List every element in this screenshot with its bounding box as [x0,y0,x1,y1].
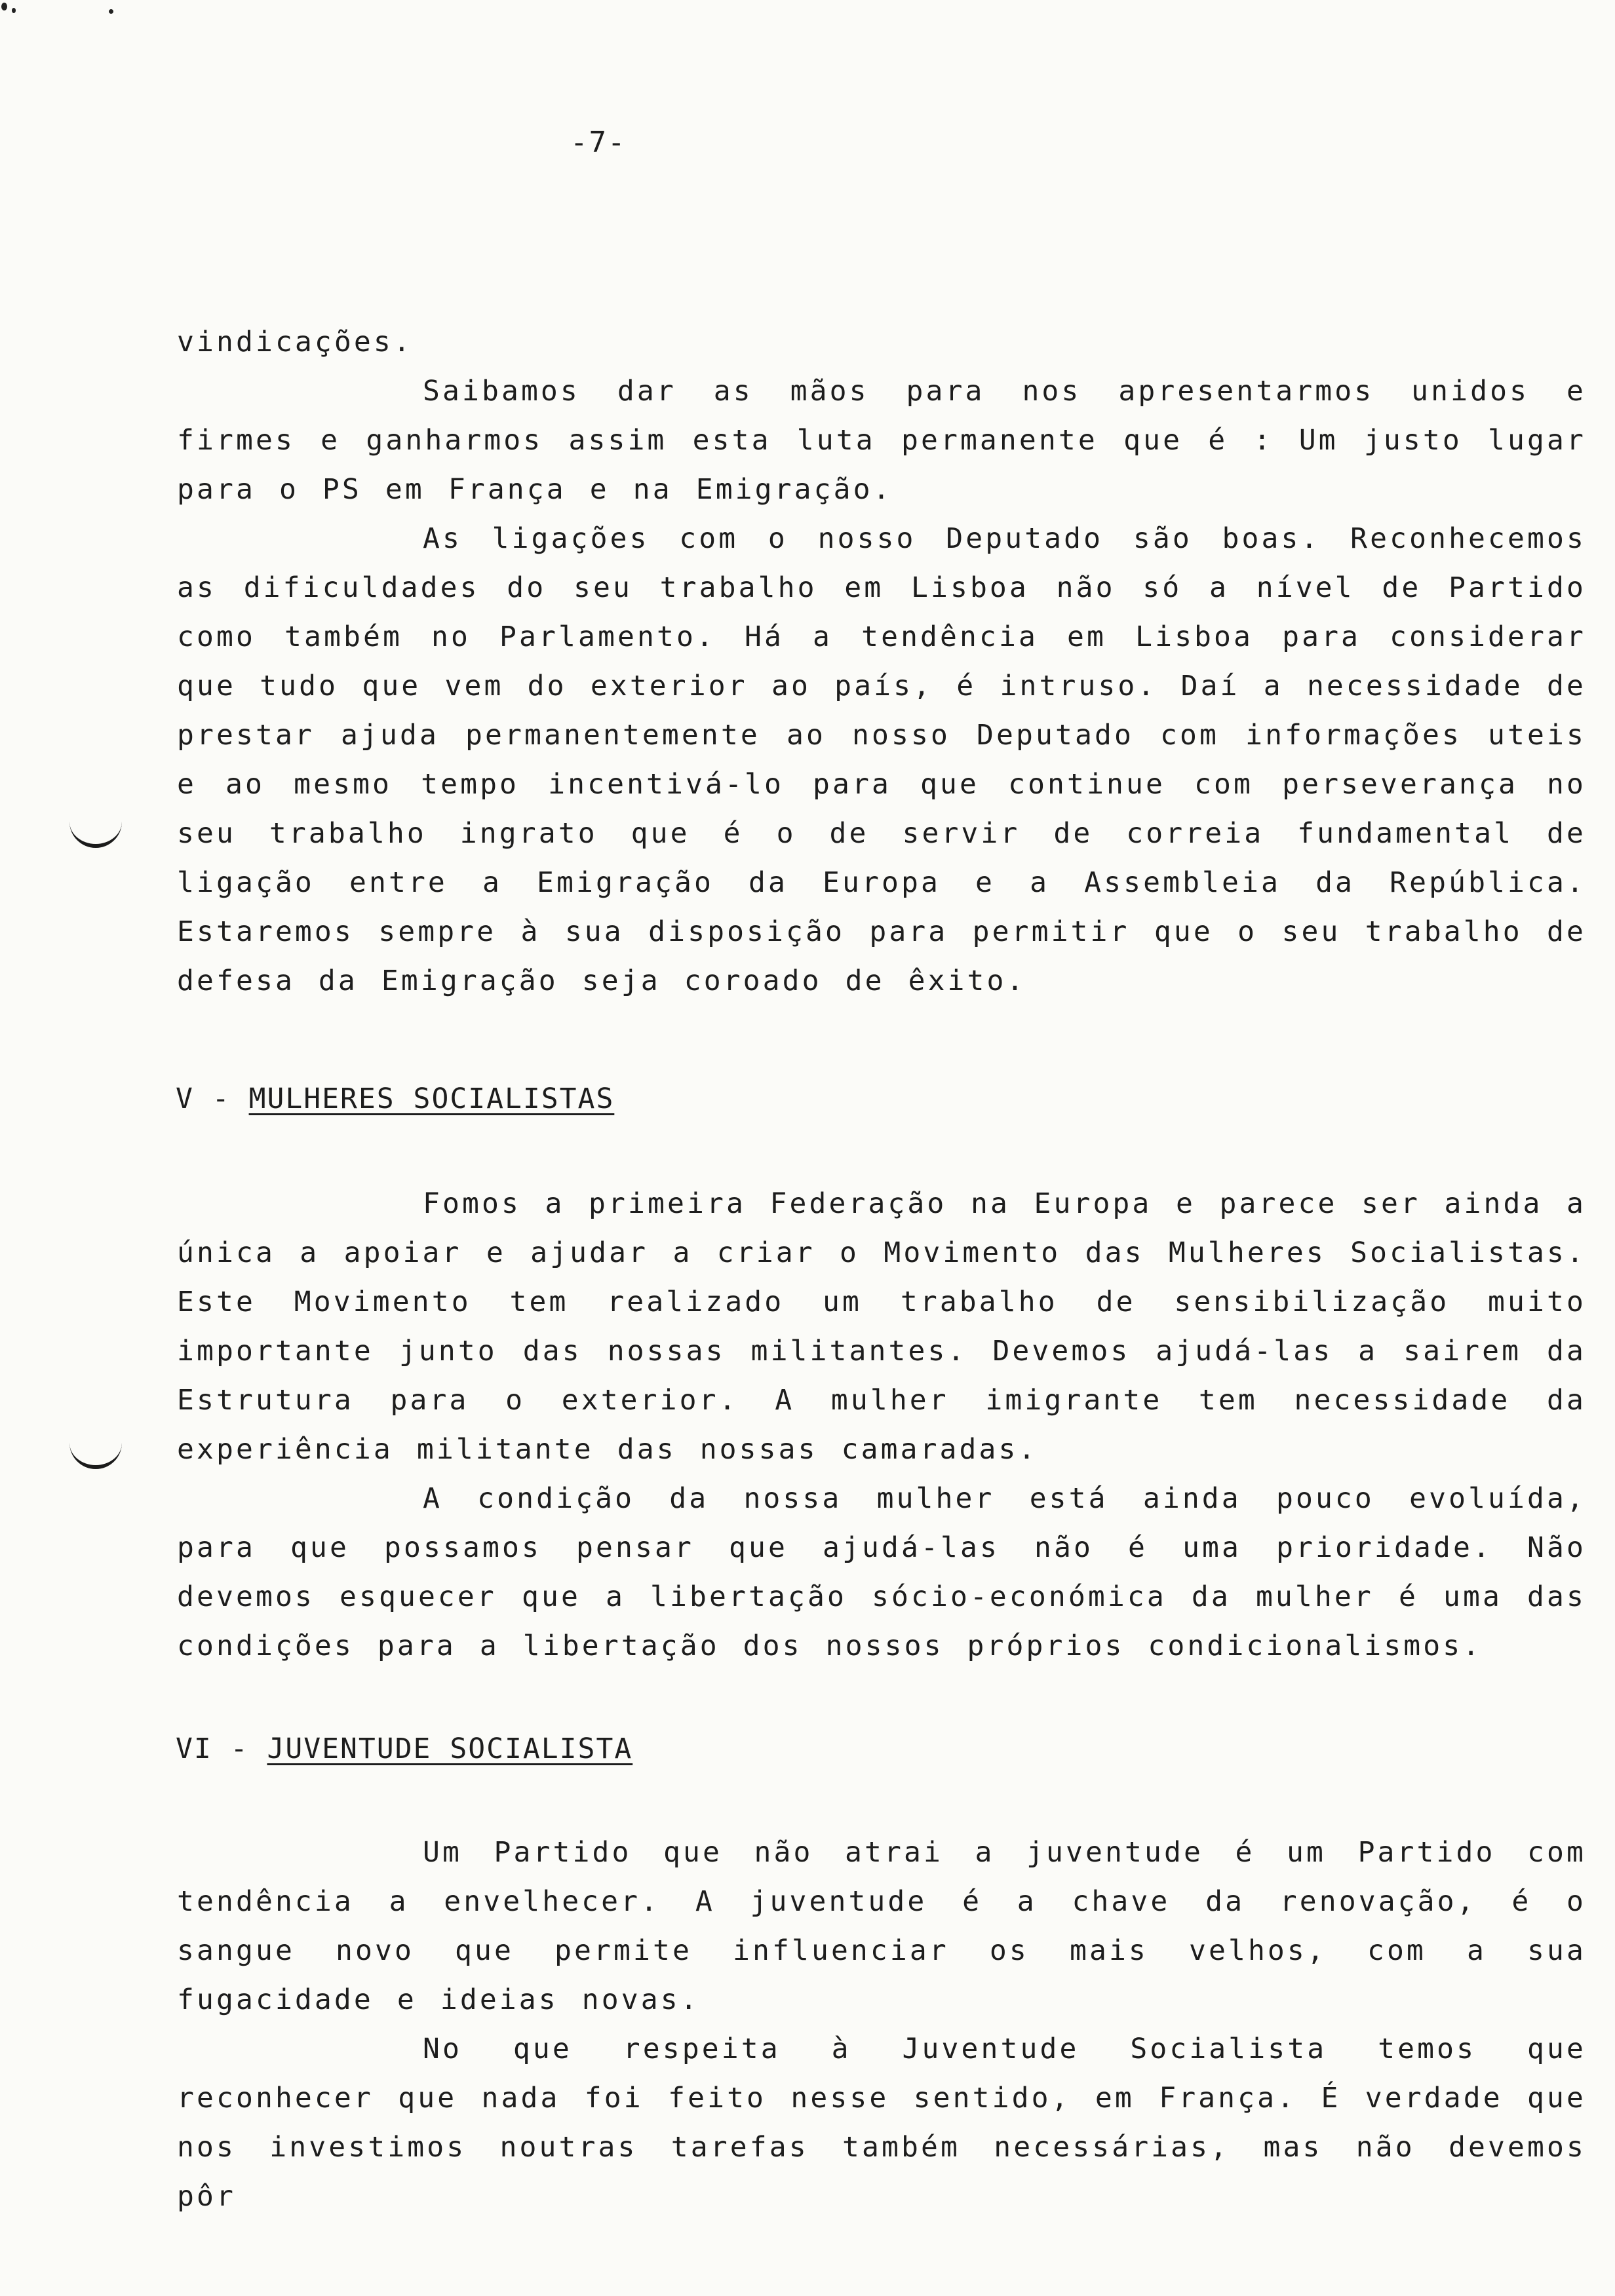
section-number: V - [176,1082,231,1115]
intro-text-block [177,318,1586,1006]
section-juventude-text [177,1828,1586,2221]
section-number: VI - [176,1732,249,1765]
scan-speck [12,8,16,13]
scan-speck [1,3,7,10]
paragraph: Saibamos dar as mãos para nos apresentarmos unidos e firmes e ganharmos assim esta luta permanente que é : Um justo lugar para o PS em França e na Emigração. [177,375,1586,506]
paragraph: As ligações com o nosso Deputado são boas. Reconhecemos as dificuldades do seu trabalho em Lisboa não só a nível de Partido como também no Parlamento. Há a tendência em Lisboa para considerar que tudo que vem do exterior ao país, é intruso. Daí a necessidade de prestar ajuda permanentemente ao nosso Deputado com informações uteis e ao mesmo tempo incentivá-lo para que continue com perseverança no seu trabalho ingrato que é o de servir de correia fundamental de ligação entre a Emigração da Europa e a Assembleia da República. Estaremos sempre à sua disposição para permitir que o seu trabalho de defesa da Emigração seja coroado de êxito. [177,522,1586,997]
section-title: MULHERES SOCIALISTAS [248,1082,615,1115]
paragraph: Um Partido que não atrai a juventude é um Partido com tendência a envelhecer. A juventude é a chave da renovação, é o sangue novo que permite influenciar os mais velhos, com a sua fugacidade e ideias novas. [177,1836,1586,2016]
section-heading-juventude [176,1725,632,1774]
scan-speck [109,9,113,14]
section-heading-mulheres [176,1075,614,1124]
margin-punch-mark [69,1439,122,1469]
page-number: -7- [570,126,627,159]
margin-punch-mark [69,818,122,848]
paragraph: Fomos a primeira Federação na Europa e parece ser ainda a única a apoiar e ajudar a criar o Movimento das Mulheres Socialistas. Este Movimento tem realizado um trabalho de sensibilização muito importante junto das nossas militantes. Devemos ajudá-las a sairem da Estrutura para o exterior. A mulher imigrante tem necessidade da experiência militante das nossas camaradas. [177,1187,1586,1466]
paragraph: vindicações. [177,326,413,358]
section-title: JUVENTUDE SOCIALISTA [267,1732,633,1765]
section-mulheres-text [177,1179,1586,1671]
paragraph: A condição da nossa mulher está ainda pouco evoluída, para que possamos pensar que ajudá-las não é uma prioridade. Não devemos esquecer que a libertação sócio-económica da mulher é uma das condições para a libertação dos nossos próprios condicionalismos. [177,1482,1586,1662]
paragraph: No que respeita à Juventude Socialista temos que reconhecer que nada foi feito nesse sentido, em França. É verdade que nos investimos noutras tarefas também necessárias, mas não devemos pôr [177,2033,1586,2213]
